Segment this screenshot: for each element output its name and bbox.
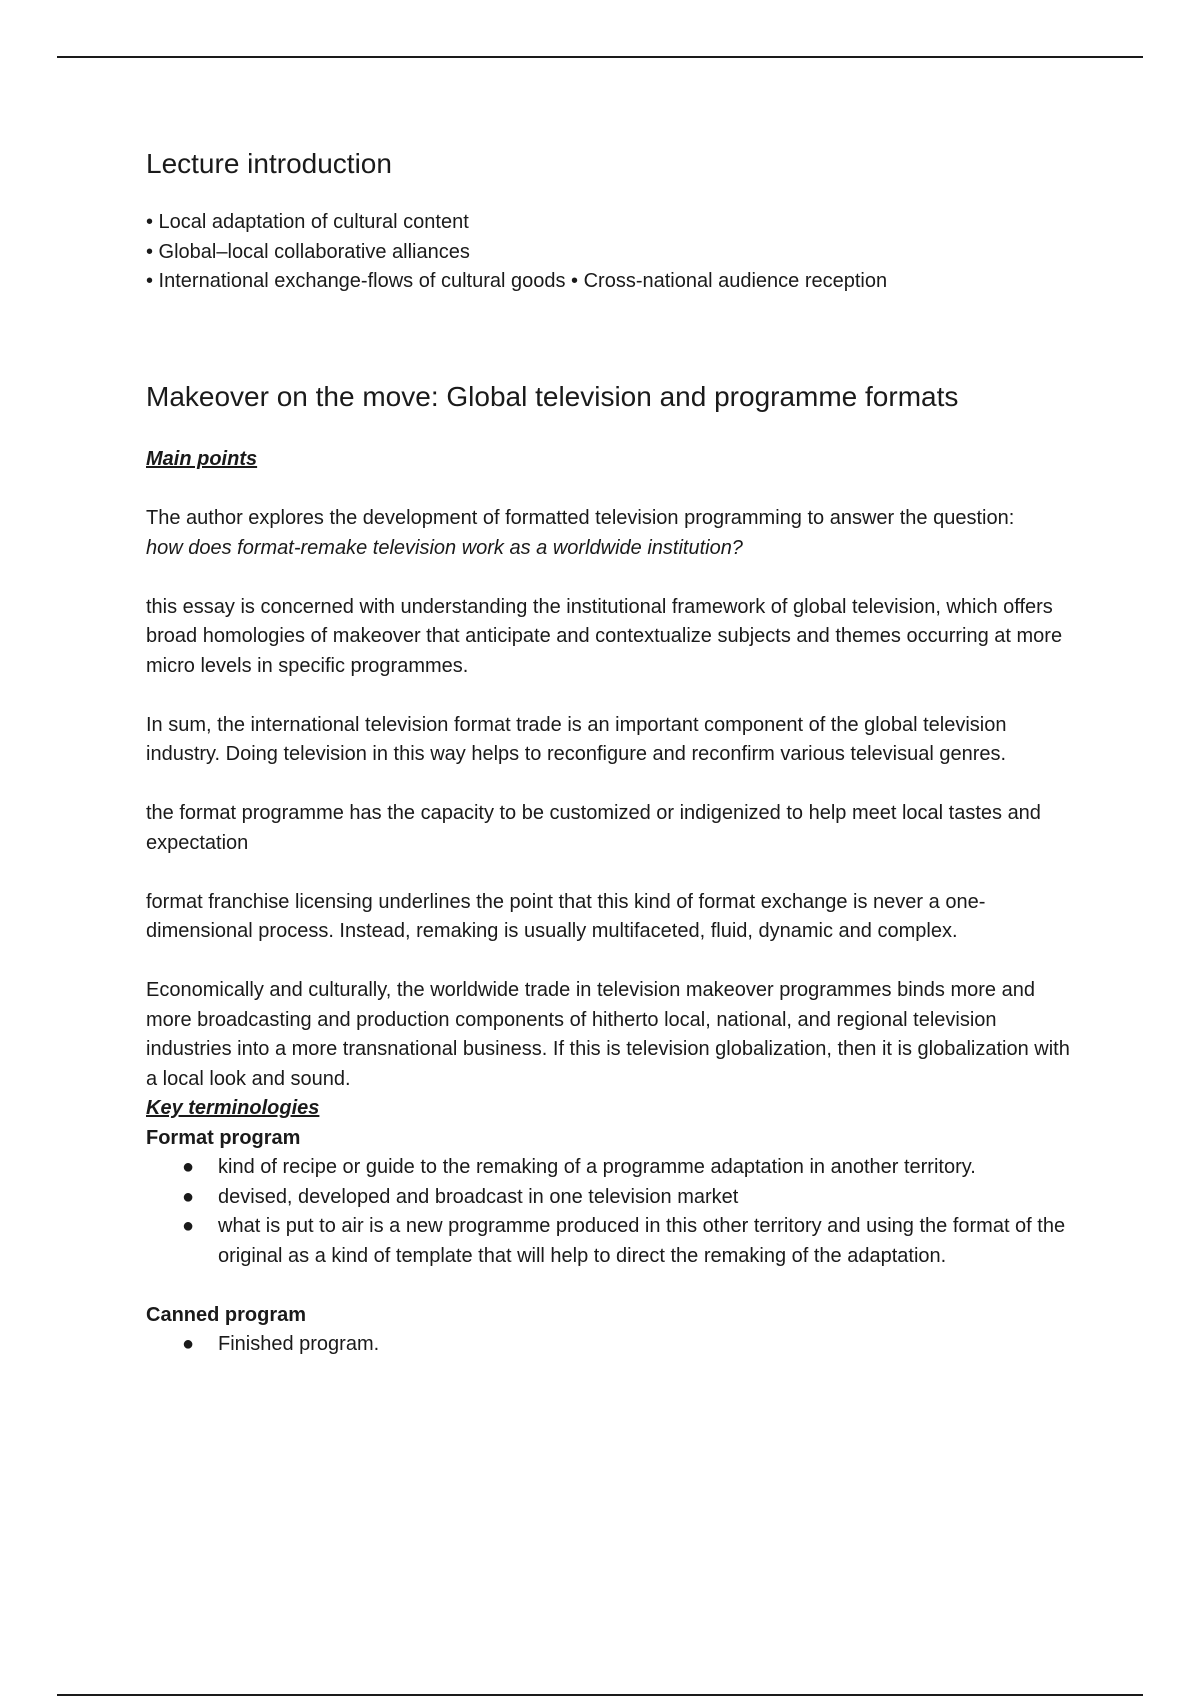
list-item [182,1153,1086,1183]
bullet-icon: ● [182,1215,195,1238]
bottom-rule [57,1694,1143,1696]
top-rule [57,56,1143,58]
format-program-term: Format program [146,1126,301,1149]
bullet-icon: ● [182,1185,195,1208]
list-item-text: devised, developed and broadcast in one television market [218,1185,739,1208]
essay-heading: Makeover on the move: Global television and programme formats [146,380,959,412]
list-item [182,1212,1086,1271]
bullet-icon: ● [182,1156,195,1179]
canned-program-term: Canned program [146,1303,307,1326]
list-item-text: kind of recipe or guide to the remaking of a programme adaptation in another territory. [218,1156,976,1179]
intro-item: • International exchange-flows of cultural goods • Cross-national audience reception [146,270,888,293]
document-body [146,138,1086,1360]
list-item-text: Finished program. [218,1333,380,1356]
paragraph-globalization: Economically and culturally, the worldwide trade in television makeover programmes binds more and more broadcasting and production components of hitherto local, national, and regional television industries into a more transnational business. If this is television globalization, then it is globalization with a local look and sound. [146,979,1070,1090]
list-item-text: what is put to air is a new programme produced in this other territory and using the format of the original as a kind of template that will help to direct the remaking of the adaptation. [218,1215,1066,1267]
intro-item: • Local adaptation of cultural content [146,211,469,234]
main-points-label: Main points [146,448,258,471]
paragraph-framework: this essay is concerned with understanding the institutional framework of global television, which offers broad homologies of makeover that anticipate and contextualize subjects and themes occurring at more micro levels in specific programmes. [146,595,1063,677]
bullet-icon: ● [182,1333,195,1356]
paragraph-licensing: format franchise licensing underlines the point that this kind of format exchange is never a one-dimensional process. Instead, remaking is usually multifaceted, fluid, dynamic and complex. [146,890,986,943]
paragraph-customized: the format programme has the capacity to be customized or indigenized to help meet local tastes and expectation [146,802,1041,854]
intro-list [146,208,1086,297]
intro-item: • Global–local collaborative alliances [146,240,470,263]
paragraph-author: The author explores the development of formatted television programming to answer the question: [146,507,1015,530]
format-program-list [146,1153,1086,1271]
paragraph-question: how does format-remake television work as a worldwide institution? [146,536,743,559]
canned-program-list [146,1330,1086,1360]
key-terminologies-label: Key terminologies [146,1097,320,1120]
list-item [182,1330,1086,1360]
lecture-intro-heading: Lecture introduction [146,148,392,179]
paragraph-summary: In sum, the international television format trade is an important component of the global television industry. Doing television in this way helps to reconfigure and reconfirm various televisual genres. [146,713,1007,766]
list-item [182,1183,1086,1213]
